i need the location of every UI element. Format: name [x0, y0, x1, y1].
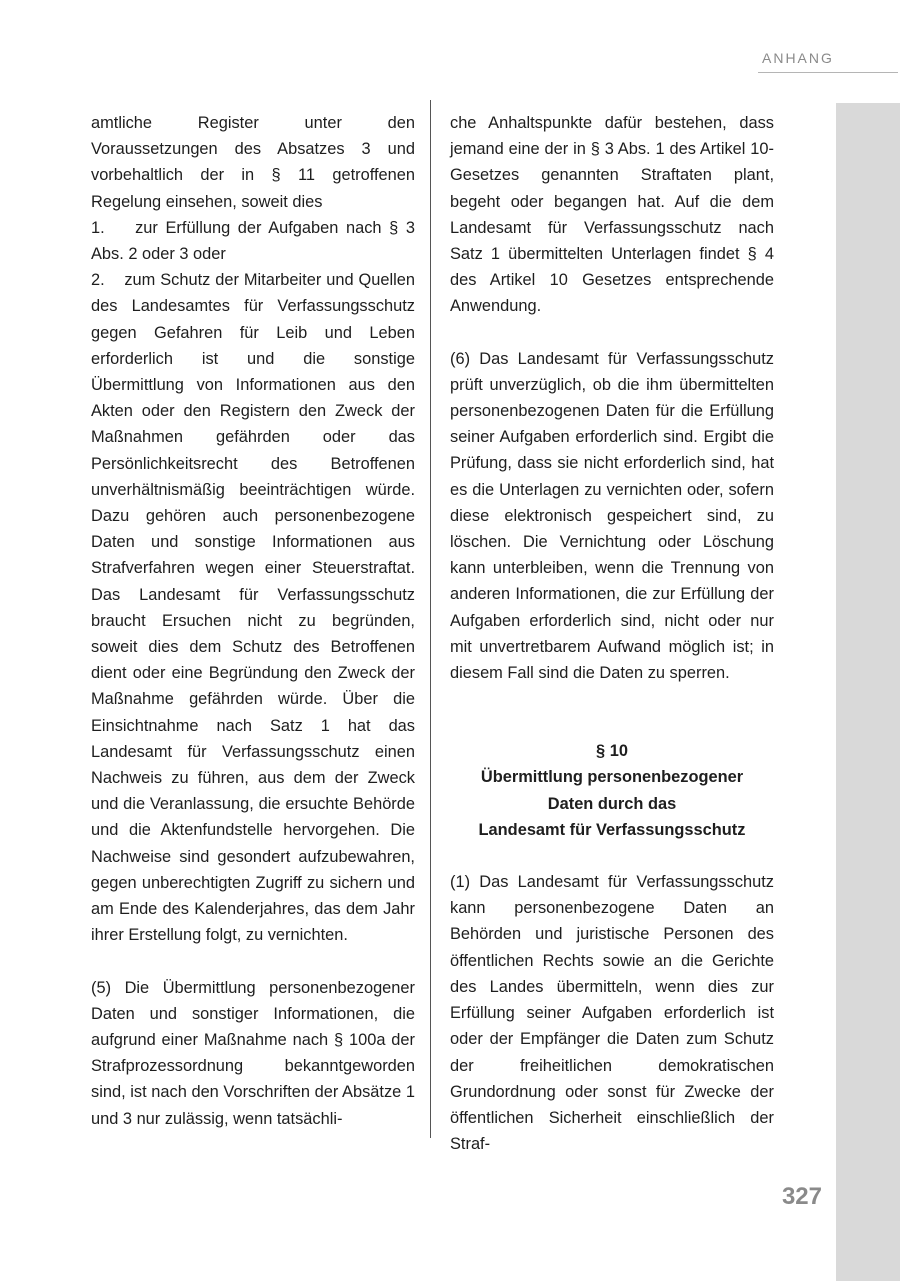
column-divider	[430, 100, 431, 1138]
paragraph-intro: amtliche Register unter den Voraussetzungen des Absatzes 3 und vorbehaltlich der in § 11 getroffenen Regelung einsehen, soweit dies	[91, 114, 415, 211]
paragraph-6: (6) Das Landesamt für Verfassungsschutz prüft unverzüglich, ob die ihm übermittelten personenbezogenen Daten für die Erfüllung seiner Aufgaben erforderlich sind. Ergibt die Prüfung, dass sie nicht erforderlich sind, hat es die Unterlagen zu vernichten oder, sofern diese elektronisch gespeichert sind, zu löschen. Die Vernichtung oder Löschung kann unterbleiben, wenn die Trennung von anderen Informationen, die zur Erfüllung der Aufgaben erforderlich sind, nicht oder nur mit unvertretbarem Aufwand möglich ist; in diesem Fall sind die Daten zu sperren.	[450, 349, 774, 683]
paragraph-5: (5) Die Übermittlung personenbezogener Daten und sonstiger Informationen, die aufgrund einer Maßnahme nach § 100a der Strafprozessordnung bekanntgeworden sind, ist nach den Vorschriften der Absätze 1 und 3 nur zulässig, wenn tatsächli-	[91, 978, 415, 1128]
left-column	[91, 110, 415, 1132]
page-number: 327	[781, 1183, 822, 1210]
list-item-2: 2. zum Schutz der Mitarbeiter und Quellen des Landesamtes für Verfassungsschutz gegen Gefahren für Leib und Leben erforderlich ist und die sonstige Übermittlung von Informationen aus den Akten oder den Registern den Zweck der Maßnahmen gefährden oder das Persönlichkeitsrecht des Betroffenen unverhältnismäßig beeinträchtigen würde. Dazu gehören auch personenbezogene Daten und sonstige Informationen aus Strafverfahren wegen einer Steuerstraftat. Das Landesamt für Verfassungsschutz braucht Ersuchen nicht zu begründen, soweit dies dem Schutz des Betroffenen dient oder eine Begründung den Zweck der Maßnahme gefährden würde. Über die Einsichtnahme nach Satz 1 hat das Landesamt für Verfassungsschutz einen Nachweis zu führen, aus dem der Zweck und die Veranlassung, die ersuchte Behörde und die Aktenfundstelle hervorgehen. Die Nachweise sind gesondert aufzubewahren, gegen unberechtigten Zugriff zu sichern und am Ende des Kalenderjahres, das dem Jahr ihrer Erstellung folgt, zu vernichten.	[91, 271, 415, 945]
side-margin-band	[836, 103, 900, 1281]
section-title-line-2: Daten durch das	[547, 794, 677, 813]
right-column	[450, 110, 774, 1157]
paragraph-1: (1) Das Landesamt für Verfassungsschutz kann personenbezogene Daten an Behörden und juristische Personen des öffentlichen Rechts sowie an die Gerichte des Landes übermitteln, wenn dies zur Erfüllung seiner Aufgaben erforderlich ist oder der Empfänger die Daten zum Schutz der freiheitlichen demokratischen Grundordnung oder sonst für Zwecke der öffentlichen Sicherheit einschließlich der Straf-	[450, 873, 774, 1154]
list-item-1: 1. zur Erfüllung der Aufgaben nach § 3 Abs. 2 oder 3 oder	[91, 218, 415, 264]
header-rule	[758, 72, 898, 73]
section-number: § 10	[596, 742, 628, 761]
paragraph-5-continued: che Anhaltspunkte dafür bestehen, dass jemand eine der in § 3 Abs. 1 des Artikel 10-Gesetzes genannten Straftaten plant, begeht oder begangen hat. Auf die dem Landesamt für Verfassungsschutz nach Satz 1 übermittelten Unterlagen findet § 4 des Artikel 10 Gesetzes entsprechende Anwendung.	[450, 114, 774, 316]
running-header: ANHANG	[762, 50, 834, 66]
section-title-line-1: Übermittlung personenbezogener	[480, 768, 744, 787]
section-title-line-3: Landesamt für Verfassungsschutz	[478, 820, 746, 839]
